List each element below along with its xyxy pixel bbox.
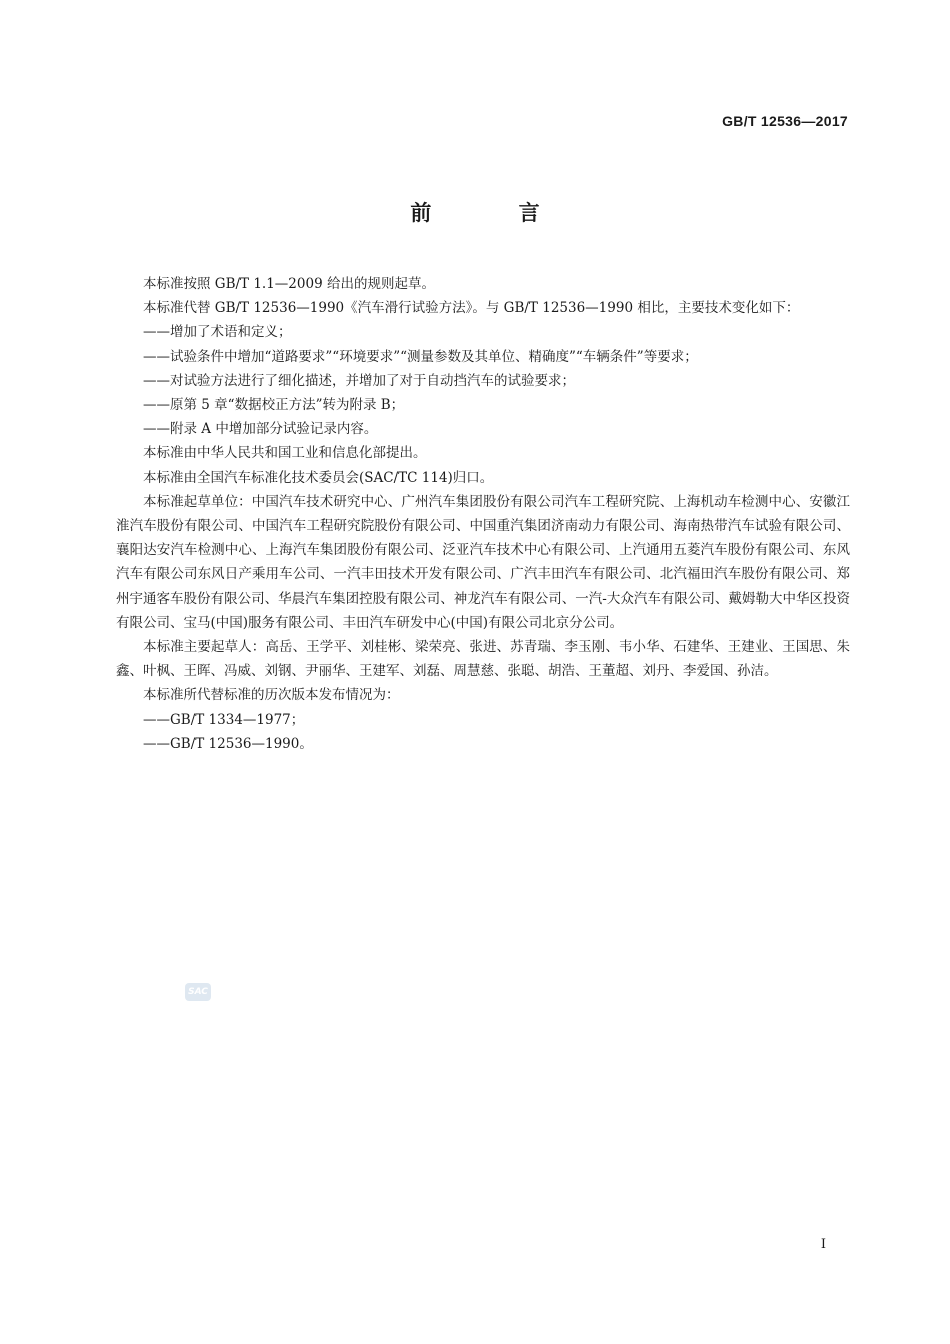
list-item: ——试验条件中增加“道路要求”“环境要求”“测量参数及其单位、精确度”“车辆条件”等要求；	[143, 348, 698, 365]
paragraph: 本标准由中华人民共和国工业和信息化部提出。	[143, 445, 427, 462]
body-text	[116, 272, 850, 756]
list-item: ——增加了术语和定义；	[143, 324, 292, 341]
list-item: ——对试验方法进行了细化描述，并增加了对于自动挡汽车的试验要求；	[143, 372, 575, 389]
list-item: ——附录 A 中增加部分试验记录内容。	[143, 421, 378, 438]
list-item: ——GB/T 1334—1977；	[143, 711, 305, 728]
paragraph: 本标准代替 GB/T 12536—1990《汽车滑行试验方法》。与 GB/T 12536—1990 相比，主要技术变化如下：	[143, 300, 800, 317]
list-item: ——GB/T 12536—1990。	[143, 735, 313, 752]
paragraph: 本标准由全国汽车标准化技术委员会(SAC/TC 114)归口。	[143, 469, 494, 486]
list-item: ——原第 5 章“数据校正方法”转为附录 B；	[143, 397, 405, 414]
paragraph: 本标准起草单位：中国汽车技术研究中心、广州汽车集团股份有限公司汽车工程研究院、上海机动车检测中心、安徽江淮汽车股份有限公司、中国汽车工程研究院股份有限公司、中国重汽集团济南动力有限公司、海南热带汽车试验有限公司、襄阳达安汽车检测中心、上海汽车集团股份有限公司、泛亚汽车技术中心有限公司、上汽通用五菱汽车股份有限公司、东风汽车有限公司东风日产乘用车公司、一汽丰田技术开发有限公司、广汽丰田汽车有限公司、北汽福田汽车股份有限公司、郑州宇通客车股份有限公司、华晨汽车集团控股有限公司、神龙汽车有限公司、一汽-大众汽车有限公司、戴姆勒大中华区投资有限公司、宝马(中国)服务有限公司、丰田汽车研发中心(中国)有限公司北京分公司。	[116, 493, 850, 631]
page-number: I	[820, 1237, 826, 1252]
sac-watermark-logo: SAC	[185, 983, 211, 1001]
paragraph: 本标准主要起草人：高岳、王学平、刘桂彬、梁荣亮、张进、苏青瑞、李玉刚、韦小华、石建华、王建业、王国思、朱鑫、叶枫、王晖、冯威、刘钢、尹丽华、王建军、刘磊、周慧慈、张聪、胡浩、王董超、刘丹、李爱国、孙洁。	[116, 639, 850, 680]
paragraph: 本标准所代替标准的历次版本发布情况为：	[143, 687, 400, 704]
page-title: 前 言	[410, 201, 580, 225]
standard-code: GB/T 12536—2017	[722, 113, 848, 129]
paragraph: 本标准按照 GB/T 1.1—2009 给出的规则起草。	[143, 276, 435, 292]
